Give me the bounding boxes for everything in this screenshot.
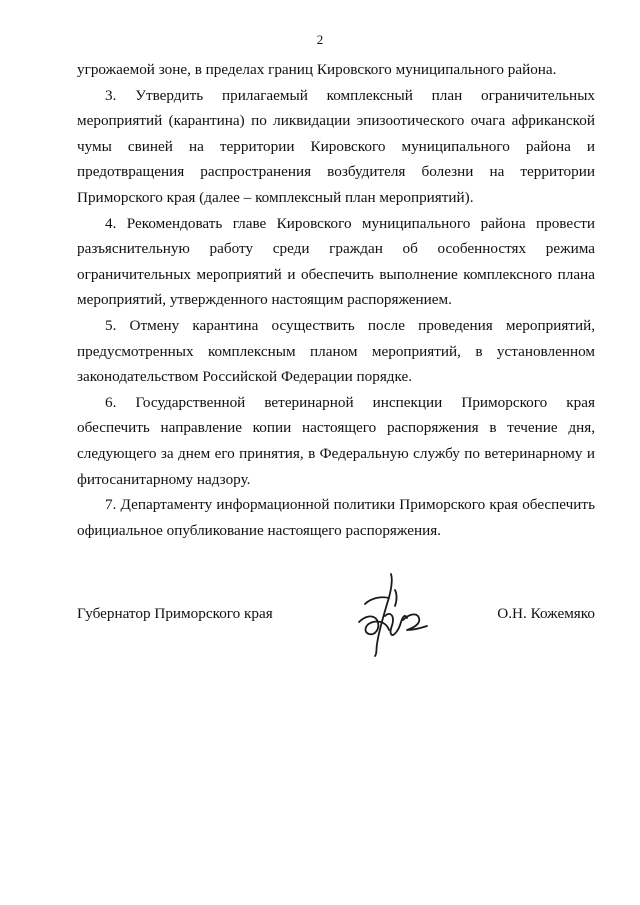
paragraph-item-7: 7. Департаменту информационной политики Приморского края обеспечить официальное опубликование настоящего распоряжения. [77, 496, 595, 539]
paragraph-item-6: 6. Государственной ветеринарной инспекции Приморского края обеспечить направление копии настоящего распоряжения в течение дня, следующего за днем его принятия, в Федеральную службу по ветеринарному и фитосанитарному надзору. [77, 393, 595, 488]
paragraph-continuation: угрожаемой зоне, в пределах границ Кировского муниципального района. [77, 61, 557, 78]
document-body [77, 57, 595, 543]
signature-block [77, 595, 595, 655]
signatory-name: О.Н. Кожемяко [497, 605, 595, 622]
handwritten-signature-icon [347, 570, 437, 660]
paragraph-item-3: 3. Утвердить прилагаемый комплексный план ограничительных мероприятий (карантина) по ликвидации эпизоотического очага африканской чумы свиней на территории Кировского муниципального района и предотвращения распространения возбудителя болезни на территории Приморского края (далее – комплексный план мероприятий). [77, 86, 595, 206]
signatory-title: Губернатор Приморского края [77, 605, 273, 622]
page-number: 2 [316, 32, 324, 47]
paragraph-item-5: 5. Отмену карантина осуществить после проведения мероприятий, предусмотренных комплексным планом мероприятий, в установленном законодательством Российской Федерации порядке. [77, 316, 595, 386]
paragraph-item-4: 4. Рекомендовать главе Кировского муниципального района провести разъяснительную работу среди граждан об особенностях режима ограничительных мероприятий и обеспечить выполнение комплексного плана мероприятий, утвержденного настоящим распоряжением. [77, 214, 595, 309]
